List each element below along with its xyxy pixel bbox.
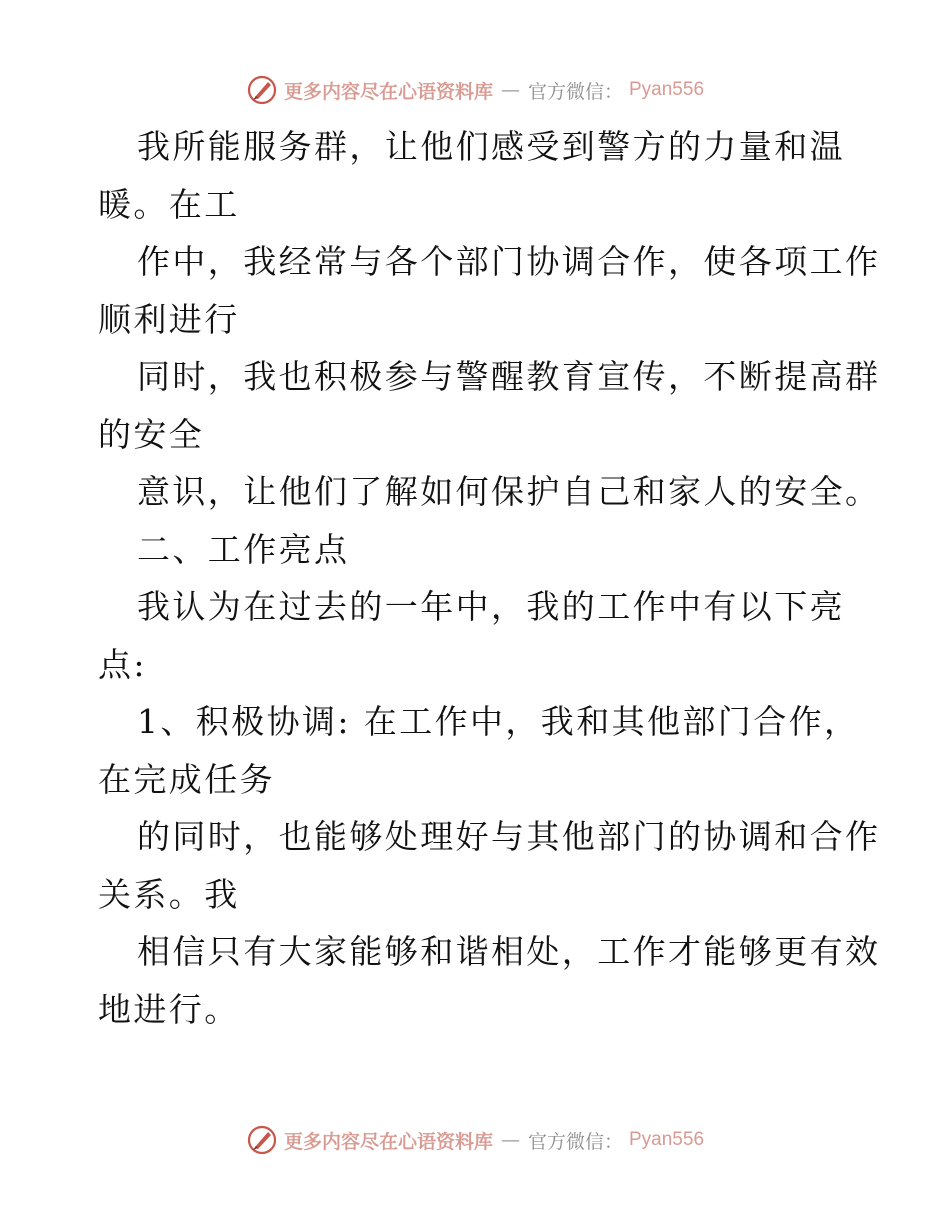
body-line: 作中，我经常与各个部门协调合作，使各项工作: [137, 242, 881, 281]
body-line: 关系。我: [98, 874, 240, 914]
watermark-label: 官方微信：: [527, 80, 623, 103]
watermark-label: 官方微信：: [527, 1130, 623, 1153]
watermark-dash: —: [500, 79, 520, 101]
body-line: 在完成任务: [98, 759, 275, 799]
footer-watermark: [0, 1120, 950, 1160]
quill-pen-circle-icon: [246, 1124, 278, 1156]
body-line: 地进行。: [98, 989, 240, 1029]
body-line: 暖。在工: [98, 184, 240, 224]
body-line: 顺利进行: [98, 299, 240, 339]
body-line: 同时，我也积极参与警醒教育宣传，不断提高群: [137, 357, 881, 396]
document-body: [98, 118, 881, 1038]
body-line: 我所能服务群，让他们感受到警方的力量和温: [137, 127, 845, 166]
watermark-text: 更多内容尽在心语资料库: [283, 1130, 493, 1153]
watermark-text: 更多内容尽在心语资料库: [283, 80, 493, 103]
watermark-id: Pyan556: [629, 79, 705, 100]
body-line: 1、积极协调: 在工作中，我和其他部门合作，: [137, 702, 860, 741]
body-line: 的安全: [98, 414, 205, 454]
section-heading: 二、工作亮点: [137, 529, 350, 569]
body-line: 的同时，也能够处理好与其他部门的协调和合作: [137, 817, 881, 856]
body-line: 相信只有大家能够和谐相处，工作才能够更有效: [137, 932, 881, 971]
body-line: 我认为在过去的一年中，我的工作中有以下亮: [137, 587, 845, 626]
watermark-id: Pyan556: [629, 1129, 705, 1150]
quill-pen-circle-icon: [246, 74, 278, 106]
body-line: 点:: [98, 644, 147, 684]
body-line: 意识，让他们了解如何保护自己和家人的安全。: [137, 472, 881, 511]
header-watermark: [0, 70, 950, 110]
watermark-dash: —: [500, 1129, 520, 1151]
